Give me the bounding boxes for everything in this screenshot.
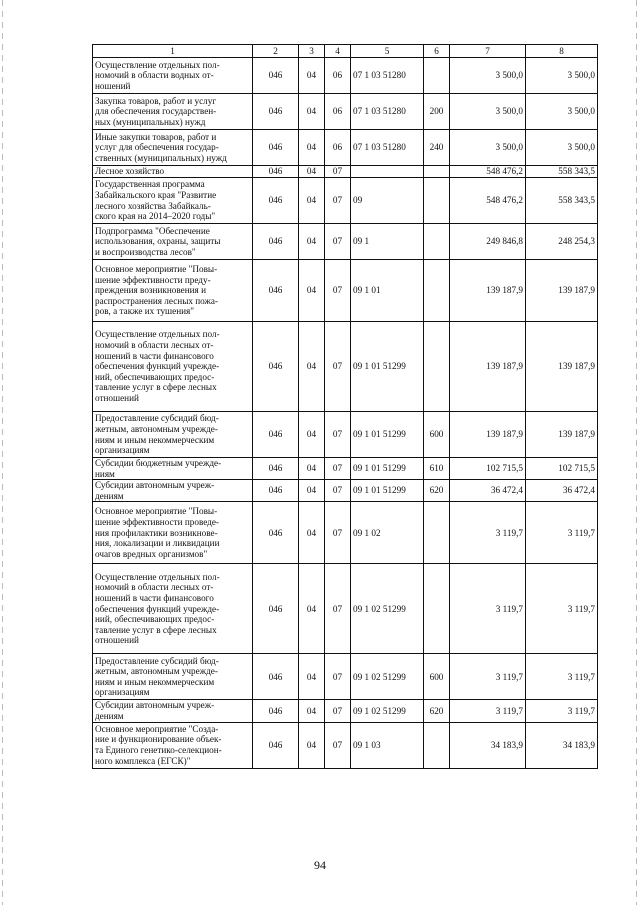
expense-type-cell <box>424 322 450 412</box>
amount-year2-cell: 3 119,7 <box>526 700 598 722</box>
table-row <box>93 130 598 166</box>
table-row <box>93 502 598 564</box>
amount-year2-cell: 3 500,0 <box>526 94 598 130</box>
subsection-code-cell: 07 <box>325 502 351 564</box>
target-article-cell: 07 1 03 51280 <box>351 94 424 130</box>
target-article-cell: 09 1 01 <box>351 260 424 322</box>
amount-year1-cell: 548 476,2 <box>450 178 526 224</box>
section-code-cell: 04 <box>299 700 325 722</box>
amount-year2-cell: 3 500,0 <box>526 130 598 166</box>
admin-code-cell: 046 <box>253 260 299 322</box>
expense-type-cell <box>424 564 450 654</box>
section-code-cell: 04 <box>299 322 325 412</box>
admin-code-cell: 046 <box>253 700 299 722</box>
section-code-cell: 04 <box>299 722 325 768</box>
amount-year2-cell: 3 500,0 <box>526 58 598 94</box>
admin-code-cell: 046 <box>253 458 299 480</box>
amount-year1-cell: 3 119,7 <box>450 654 526 700</box>
section-code-cell: 04 <box>299 130 325 166</box>
amount-year1-cell: 36 472,4 <box>450 480 526 502</box>
amount-year2-cell: 558 343,5 <box>526 178 598 224</box>
target-article-cell: 09 1 02 51299 <box>351 564 424 654</box>
amount-year1-cell: 139 187,9 <box>450 260 526 322</box>
column-header: 6 <box>424 45 450 58</box>
subsection-code-cell: 07 <box>325 480 351 502</box>
target-article-cell: 09 1 02 51299 <box>351 700 424 722</box>
subsection-code-cell: 06 <box>325 130 351 166</box>
row-name-cell: Основное мероприятие "Повы- шение эффективности преду- преждения возникновения и распространения лесных пожа- ров, а также их тушения" <box>93 260 253 322</box>
admin-code-cell: 046 <box>253 722 299 768</box>
table-row <box>93 94 598 130</box>
table-row <box>93 722 598 768</box>
subsection-code-cell: 06 <box>325 94 351 130</box>
section-code-cell: 04 <box>299 458 325 480</box>
amount-year1-cell: 34 183,9 <box>450 722 526 768</box>
column-header: 7 <box>450 45 526 58</box>
admin-code-cell: 046 <box>253 502 299 564</box>
section-code-cell: 04 <box>299 178 325 224</box>
table-row <box>93 166 598 178</box>
expense-type-cell <box>424 722 450 768</box>
subsection-code-cell: 07 <box>325 322 351 412</box>
row-name-cell: Основное мероприятие "Созда- ние и функционирование объек- та Единого генетико-селекцион- ного комплекса (ЕГСК)" <box>93 722 253 768</box>
target-article-cell: 09 1 <box>351 224 424 260</box>
subsection-code-cell: 07 <box>325 412 351 458</box>
table-row <box>93 224 598 260</box>
target-article-cell: 07 1 03 51280 <box>351 130 424 166</box>
table-row <box>93 412 598 458</box>
column-header: 5 <box>351 45 424 58</box>
admin-code-cell: 046 <box>253 224 299 260</box>
row-name-cell: Предоставление субсидий бюд- жетным, автономным учрежде- ниям и иным некоммерческим организациям <box>93 654 253 700</box>
target-article-cell: 09 1 03 <box>351 722 424 768</box>
amount-year1-cell: 548 476,2 <box>450 166 526 178</box>
target-article-cell: 09 1 01 51299 <box>351 458 424 480</box>
admin-code-cell: 046 <box>253 94 299 130</box>
table-row <box>93 480 598 502</box>
amount-year2-cell: 139 187,9 <box>526 260 598 322</box>
expense-type-cell: 610 <box>424 458 450 480</box>
subsection-code-cell: 07 <box>325 224 351 260</box>
subsection-code-cell: 07 <box>325 564 351 654</box>
amount-year2-cell: 34 183,9 <box>526 722 598 768</box>
row-name-cell: Осуществление отдельных пол- номочий в области водных от- ношений <box>93 58 253 94</box>
row-name-cell: Осуществление отдельных пол- номочий в области лесных от- ношений в части финансового обеспечения функций учрежде- ний, обеспечивающих предос- тавление услуг в сфере лесных отношений <box>93 322 253 412</box>
expense-type-cell: 620 <box>424 700 450 722</box>
row-name-cell: Основное мероприятие "Повы- шение эффективности проведе- ния профилактики возникнове- ния, локализации и ликвидации очагов вредных организмов" <box>93 502 253 564</box>
target-article-cell: 09 1 01 51299 <box>351 412 424 458</box>
table-header-row <box>93 45 598 58</box>
expense-type-cell: 600 <box>424 412 450 458</box>
subsection-code-cell: 07 <box>325 260 351 322</box>
expense-type-cell <box>424 178 450 224</box>
amount-year1-cell: 249 846,8 <box>450 224 526 260</box>
page-edge-right <box>636 0 637 905</box>
column-header: 2 <box>253 45 299 58</box>
section-code-cell: 04 <box>299 58 325 94</box>
expense-type-cell: 200 <box>424 94 450 130</box>
table-row <box>93 178 598 224</box>
target-article-cell: 09 1 02 <box>351 502 424 564</box>
row-name-cell: Подпрограмма "Обеспечение использования, охраны, защиты и воспроизводства лесов" <box>93 224 253 260</box>
subsection-code-cell: 07 <box>325 458 351 480</box>
target-article-cell: 09 <box>351 178 424 224</box>
amount-year1-cell: 3 500,0 <box>450 58 526 94</box>
amount-year1-cell: 3 500,0 <box>450 130 526 166</box>
target-article-cell <box>351 166 424 178</box>
section-code-cell: 04 <box>299 480 325 502</box>
admin-code-cell: 046 <box>253 322 299 412</box>
amount-year2-cell: 139 187,9 <box>526 412 598 458</box>
target-article-cell: 09 1 01 51299 <box>351 480 424 502</box>
row-name-cell: Субсидии автономным учреж- дениям <box>93 700 253 722</box>
section-code-cell: 04 <box>299 94 325 130</box>
subsection-code-cell: 07 <box>325 178 351 224</box>
table-row <box>93 654 598 700</box>
amount-year1-cell: 139 187,9 <box>450 412 526 458</box>
section-code-cell: 04 <box>299 224 325 260</box>
table-row <box>93 322 598 412</box>
table-row <box>93 260 598 322</box>
amount-year2-cell: 36 472,4 <box>526 480 598 502</box>
row-name-cell: Субсидии бюджетным учрежде- ниям <box>93 458 253 480</box>
column-header: 4 <box>325 45 351 58</box>
amount-year2-cell: 3 119,7 <box>526 654 598 700</box>
column-header: 1 <box>93 45 253 58</box>
subsection-code-cell: 07 <box>325 654 351 700</box>
admin-code-cell: 046 <box>253 412 299 458</box>
admin-code-cell: 046 <box>253 178 299 224</box>
target-article-cell: 07 1 03 51280 <box>351 58 424 94</box>
amount-year1-cell: 139 187,9 <box>450 322 526 412</box>
amount-year1-cell: 3 119,7 <box>450 700 526 722</box>
expense-type-cell <box>424 224 450 260</box>
amount-year2-cell: 3 119,7 <box>526 564 598 654</box>
page-edge-left <box>2 0 3 905</box>
row-name-cell: Закупка товаров, работ и услуг для обеспечения государствен- ных (муниципальных) нужд <box>93 94 253 130</box>
expense-type-cell <box>424 58 450 94</box>
expense-type-cell <box>424 166 450 178</box>
row-name-cell: Государственная программа Забайкальского края "Развитие лесного хозяйства Забайкаль- ского края на 2014–2020 годы" <box>93 178 253 224</box>
table-row <box>93 700 598 722</box>
table-row <box>93 58 598 94</box>
budget-table <box>92 44 598 769</box>
section-code-cell: 04 <box>299 260 325 322</box>
row-name-cell: Осуществление отдельных пол- номочий в области лесных от- ношений в части финансового обеспечения функций учрежде- ний, обеспечивающих предос- тавление услуг в сфере лесных отношений <box>93 564 253 654</box>
amount-year2-cell: 3 119,7 <box>526 502 598 564</box>
page-number: 94 <box>314 858 326 872</box>
admin-code-cell: 046 <box>253 654 299 700</box>
table-row <box>93 458 598 480</box>
section-code-cell: 04 <box>299 502 325 564</box>
section-code-cell: 04 <box>299 564 325 654</box>
amount-year1-cell: 3 119,7 <box>450 564 526 654</box>
admin-code-cell: 046 <box>253 130 299 166</box>
admin-code-cell: 046 <box>253 564 299 654</box>
target-article-cell: 09 1 01 51299 <box>351 322 424 412</box>
amount-year1-cell: 102 715,5 <box>450 458 526 480</box>
expense-type-cell: 240 <box>424 130 450 166</box>
expense-type-cell <box>424 502 450 564</box>
section-code-cell: 04 <box>299 654 325 700</box>
expense-type-cell <box>424 260 450 322</box>
target-article-cell: 09 1 02 51299 <box>351 654 424 700</box>
subsection-code-cell: 07 <box>325 722 351 768</box>
row-name-cell: Предоставление субсидий бюд- жетным, автономным учрежде- ниям и иным некоммерческим организациям <box>93 412 253 458</box>
row-name-cell: Иные закупки товаров, работ и услуг для обеспечения государ- ственных (муниципальных) нужд <box>93 130 253 166</box>
table-body <box>93 58 598 769</box>
subsection-code-cell: 07 <box>325 166 351 178</box>
section-code-cell: 04 <box>299 412 325 458</box>
amount-year2-cell: 248 254,3 <box>526 224 598 260</box>
admin-code-cell: 046 <box>253 58 299 94</box>
expense-type-cell: 600 <box>424 654 450 700</box>
admin-code-cell: 046 <box>253 480 299 502</box>
amount-year1-cell: 3 500,0 <box>450 94 526 130</box>
amount-year2-cell: 139 187,9 <box>526 322 598 412</box>
table-row <box>93 564 598 654</box>
amount-year2-cell: 558 343,5 <box>526 166 598 178</box>
amount-year2-cell: 102 715,5 <box>526 458 598 480</box>
column-header: 8 <box>526 45 598 58</box>
section-code-cell: 04 <box>299 166 325 178</box>
expense-type-cell: 620 <box>424 480 450 502</box>
amount-year1-cell: 3 119,7 <box>450 502 526 564</box>
row-name-cell: Лесное хозяйство <box>93 166 253 178</box>
column-header: 3 <box>299 45 325 58</box>
admin-code-cell: 046 <box>253 166 299 178</box>
subsection-code-cell: 06 <box>325 58 351 94</box>
row-name-cell: Субсидии автономным учреж- дениям <box>93 480 253 502</box>
subsection-code-cell: 07 <box>325 700 351 722</box>
